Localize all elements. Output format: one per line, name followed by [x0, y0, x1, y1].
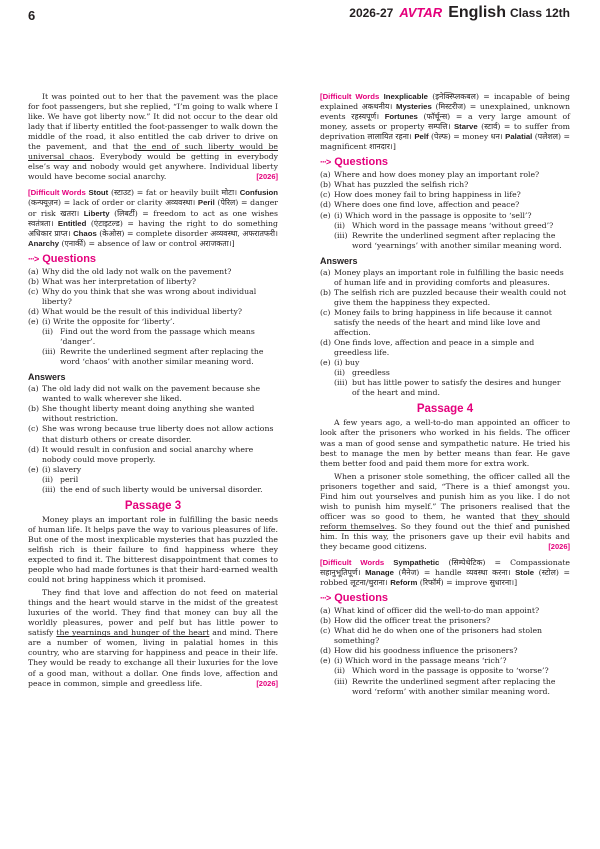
- year-tag: [2026]: [256, 172, 278, 182]
- answers-heading: Answers: [28, 372, 66, 383]
- answer-item: (c) She was wrong because true liberty does not allow actions that disturb others or create disorder.: [28, 424, 274, 444]
- question-item: (a) What kind of officer did the well-to-do man appoint?: [320, 606, 540, 616]
- passage-paragraph: When a prisoner stole something, the officer called all the prisoners together and said, “There is a thief amongst you. Find him out yourselves and punish him as you like. I do not wish to punish him myself.” The prisoners realised that the officer was so good to them, he wanted that they should reform themselves. So they found out the thief and punished him. In this way, the prisoners gave up their evil habits and they became good citizens. [2026]: [320, 471, 570, 551]
- header-year: 2026-27: [349, 6, 394, 20]
- difficult-words: [Difficult Words Sympathetic (सिम्पेथेटिक) = Compassionate सहानुभूतिपूर्ण। Manage (मैनेज) = handle व्यवस्था करना। Stole (स्टोल) = robbed लूटना/चुराना। Reform (रिफॉर्म) = improve सुधारना।]: [320, 558, 571, 588]
- left-column: [28, 92, 278, 689]
- question-item: (b) What has puzzled the selfish rich?: [320, 180, 469, 190]
- question-subitem: (ii) Which word in the passage means ‘without greed’?: [334, 220, 554, 230]
- page-number: 6: [28, 8, 36, 23]
- answer-subitem: (iii) the end of such liberty would be universal disorder.: [42, 484, 263, 494]
- difficult-words: [Difficult Words Stout (स्टाउट) = fat or heavily built मोटा। Confusion (कन्फ्यूज़न) = lack of order or clarity अव्यवस्था। Peril (पेरिल) = danger or risk खतरा। Liberty (लिबर्टी) = freedom to act as one wishes स्वतंत्रता। Entitled (एंटाइटल्ड) = having the right to do something अधिकार प्राप्त। Chaos (केओस) = complete disorder अव्यवस्था, अफरातफरी। Anarchy (एनार्की) = absence of law or control अराजकता।]: [28, 188, 279, 248]
- passage-4-title: Passage 4: [416, 403, 474, 416]
- difficult-words-label: [Difficult Words: [28, 188, 86, 198]
- question-item: (d) What would be the result of this individual liberty?: [28, 306, 242, 316]
- question-item: (c) How does money fail to bring happiness in life?: [320, 190, 521, 200]
- question-subitem: (iii) Rewrite the underlined segment after replacing the word ‘yearnings’ with another similar meaning word.: [334, 230, 562, 250]
- passage-3-title: Passage 3: [124, 499, 182, 512]
- question-item: (c) Why do you think that she was wrong about individual liberty?: [28, 286, 257, 306]
- answer-item: (d) One finds love, affection and peace in a simple and greedless life.: [320, 338, 535, 358]
- questions-heading: ···> Questions: [320, 592, 389, 605]
- question-subitem: (iii) Rewrite the underlined segment after replacing the word ‘reform’ with another similar meaning word.: [334, 676, 556, 696]
- arrow-icon: ···>: [28, 253, 39, 264]
- difficult-words-label: [Difficult Words: [320, 558, 385, 568]
- answer-item: (a) Money plays an important role in fulfilling the basic needs of human life and in providing comforts and pleasures.: [320, 267, 564, 287]
- underlined-segment: the end of such liberty would be universal chaos: [28, 142, 279, 162]
- passage-paragraph: They find that love and affection do not feed on material things and the heart would starve in the midst of the greatest luxuries of the world. They find that money can buy all the worldly pleasures, power and pelf but has little power to satisfy the yearnings and hunger of the heart and mind. There are a number of women, living in palatial homes in this country, who are starving for happiness and peace in their life. They would be ready to exchange all their luxuries for the love of a good man, without a dollar. One finds love, affection and peace in common, simple and greedless life. [2026]: [28, 588, 278, 688]
- questions-heading: ···> Questions: [320, 156, 389, 169]
- header-class: Class 12th: [509, 6, 570, 20]
- passage-paragraph: It was pointed out to her that the pavement was the place for foot passengers, but she replied, “I’m going to walk where I like. We have got liberty now.” It did not occur to the dear old lady that if liberty entitled the foot-passenger to walk down the middle of the road, it also entitled the cab driver to drive on the pavement, and that the end of such liberty would be universal chaos. Everybody would be getting in everybody else’s way and nobody would get anywhere. Individual liberty would have become social anarchy. [2026]: [28, 92, 279, 182]
- questions-heading: ···> Questions: [28, 252, 97, 265]
- question-item: (e) (i) Which word in the passage is opposite to ‘sell’?: [320, 210, 532, 220]
- arrow-icon: ···>: [320, 157, 331, 168]
- arrow-icon: ···>: [320, 593, 331, 604]
- header-subject: English: [448, 4, 506, 21]
- answer-item: (e) (i) slavery: [28, 464, 82, 474]
- question-item: (b) How did the officer treat the prisoners?: [320, 616, 491, 626]
- difficult-words: [Difficult Words Inexplicable (इनेक्स्प्लिकबल) = incapable of being explained अकथनीय। Mysteries (मिस्टरीज) = unexplained, unknown events रहस्यपूर्ण। Fortunes (फॉर्चून्स) = a very large amount of money, assets or property सम्पत्ति। Starve (स्टार्व) = to suffer from deprivation लालायित रहना। Pelf (पेल्फ) = money धन। Palatial (पलेशल) = magnificent शानदार।]: [320, 92, 571, 152]
- question-item: (e) (i) Which word in the passage means ‘rich’?: [320, 656, 507, 666]
- header-title: [349, 4, 570, 22]
- answer-item: (e) (i) buy: [320, 358, 360, 368]
- question-item: (d) Where does one find love, affection and peace?: [320, 200, 520, 210]
- question-subitem: (ii) Find out the word from the passage which means ‘danger’.: [42, 327, 255, 347]
- underlined-segment: they should reform themselves: [320, 511, 570, 531]
- brand-logo: AVTAR: [399, 5, 443, 20]
- answer-subitem: (ii) greedless: [334, 368, 390, 378]
- passage-paragraph: Money plays an important role in fulfilling the basic needs of human life. It helps pave the way to various pleasures of life. But one of the most inexplicable mysteries that has puzzled the selfish rich is their failure to find happiness where they expected to find it. The bitterest disappointment that comes to people who had made fortunes is that their hard-earned wealth could not bring happiness which it promised.: [28, 514, 278, 585]
- question-item: (e) (i) Write the opposite for ‘liberty’.: [28, 316, 175, 326]
- underlined-segment: the yearnings and hunger of the heart: [56, 628, 210, 638]
- answers-heading: Answers: [320, 255, 358, 266]
- answer-subitem: (ii) peril: [42, 474, 79, 484]
- answer-item: (d) It would result in confusion and social anarchy where nobody could move properly.: [28, 444, 254, 464]
- question-item: (a) Where and how does money play an important role?: [320, 170, 540, 180]
- answer-item: (c) Money fails to bring happiness in life because it cannot satisfy the needs of the heart and mind like love and affection.: [320, 307, 552, 338]
- answer-item: (b) The selfish rich are puzzled because their wealth could not give them the happiness they expected.: [320, 287, 567, 307]
- question-item: (c) What did he do when one of the prisoners had stolen something?: [320, 626, 543, 646]
- answer-item: (a) The old lady did not walk on the pavement because she wanted to walk wherever she liked.: [28, 384, 261, 404]
- question-item: (a) Why did the old lady not walk on the pavement?: [28, 266, 232, 276]
- answer-item: (b) She thought liberty meant doing anything she wanted without restriction.: [28, 404, 255, 424]
- answer-subitem: (iii) but has little power to satisfy the desires and hunger of the heart and mind.: [334, 378, 561, 398]
- page-header: [0, 0, 600, 42]
- question-item: (d) How did his goodness influence the prisoners?: [320, 646, 518, 656]
- right-column: [320, 92, 570, 697]
- year-tag: [2026]: [548, 541, 570, 551]
- year-tag: [2026]: [256, 678, 278, 688]
- question-item: (b) What was her interpretation of liberty?: [28, 276, 197, 286]
- question-subitem: (iii) Rewrite the underlined segment after replacing the word ‘chaos’ with another similar meaning word.: [42, 347, 264, 367]
- passage-paragraph: A few years ago, a well-to-do man appointed an officer to look after the prisoners who worked in his fields. The officer was a man of good sense and sympathetic nature. He tried his best to manage the men by better means than fear. He gave them better food and paid them more for extra work.: [320, 418, 570, 468]
- question-subitem: (ii) Which word in the passage is opposite to ‘worse’?: [334, 666, 549, 676]
- difficult-words-label: [Difficult Words: [320, 92, 380, 101]
